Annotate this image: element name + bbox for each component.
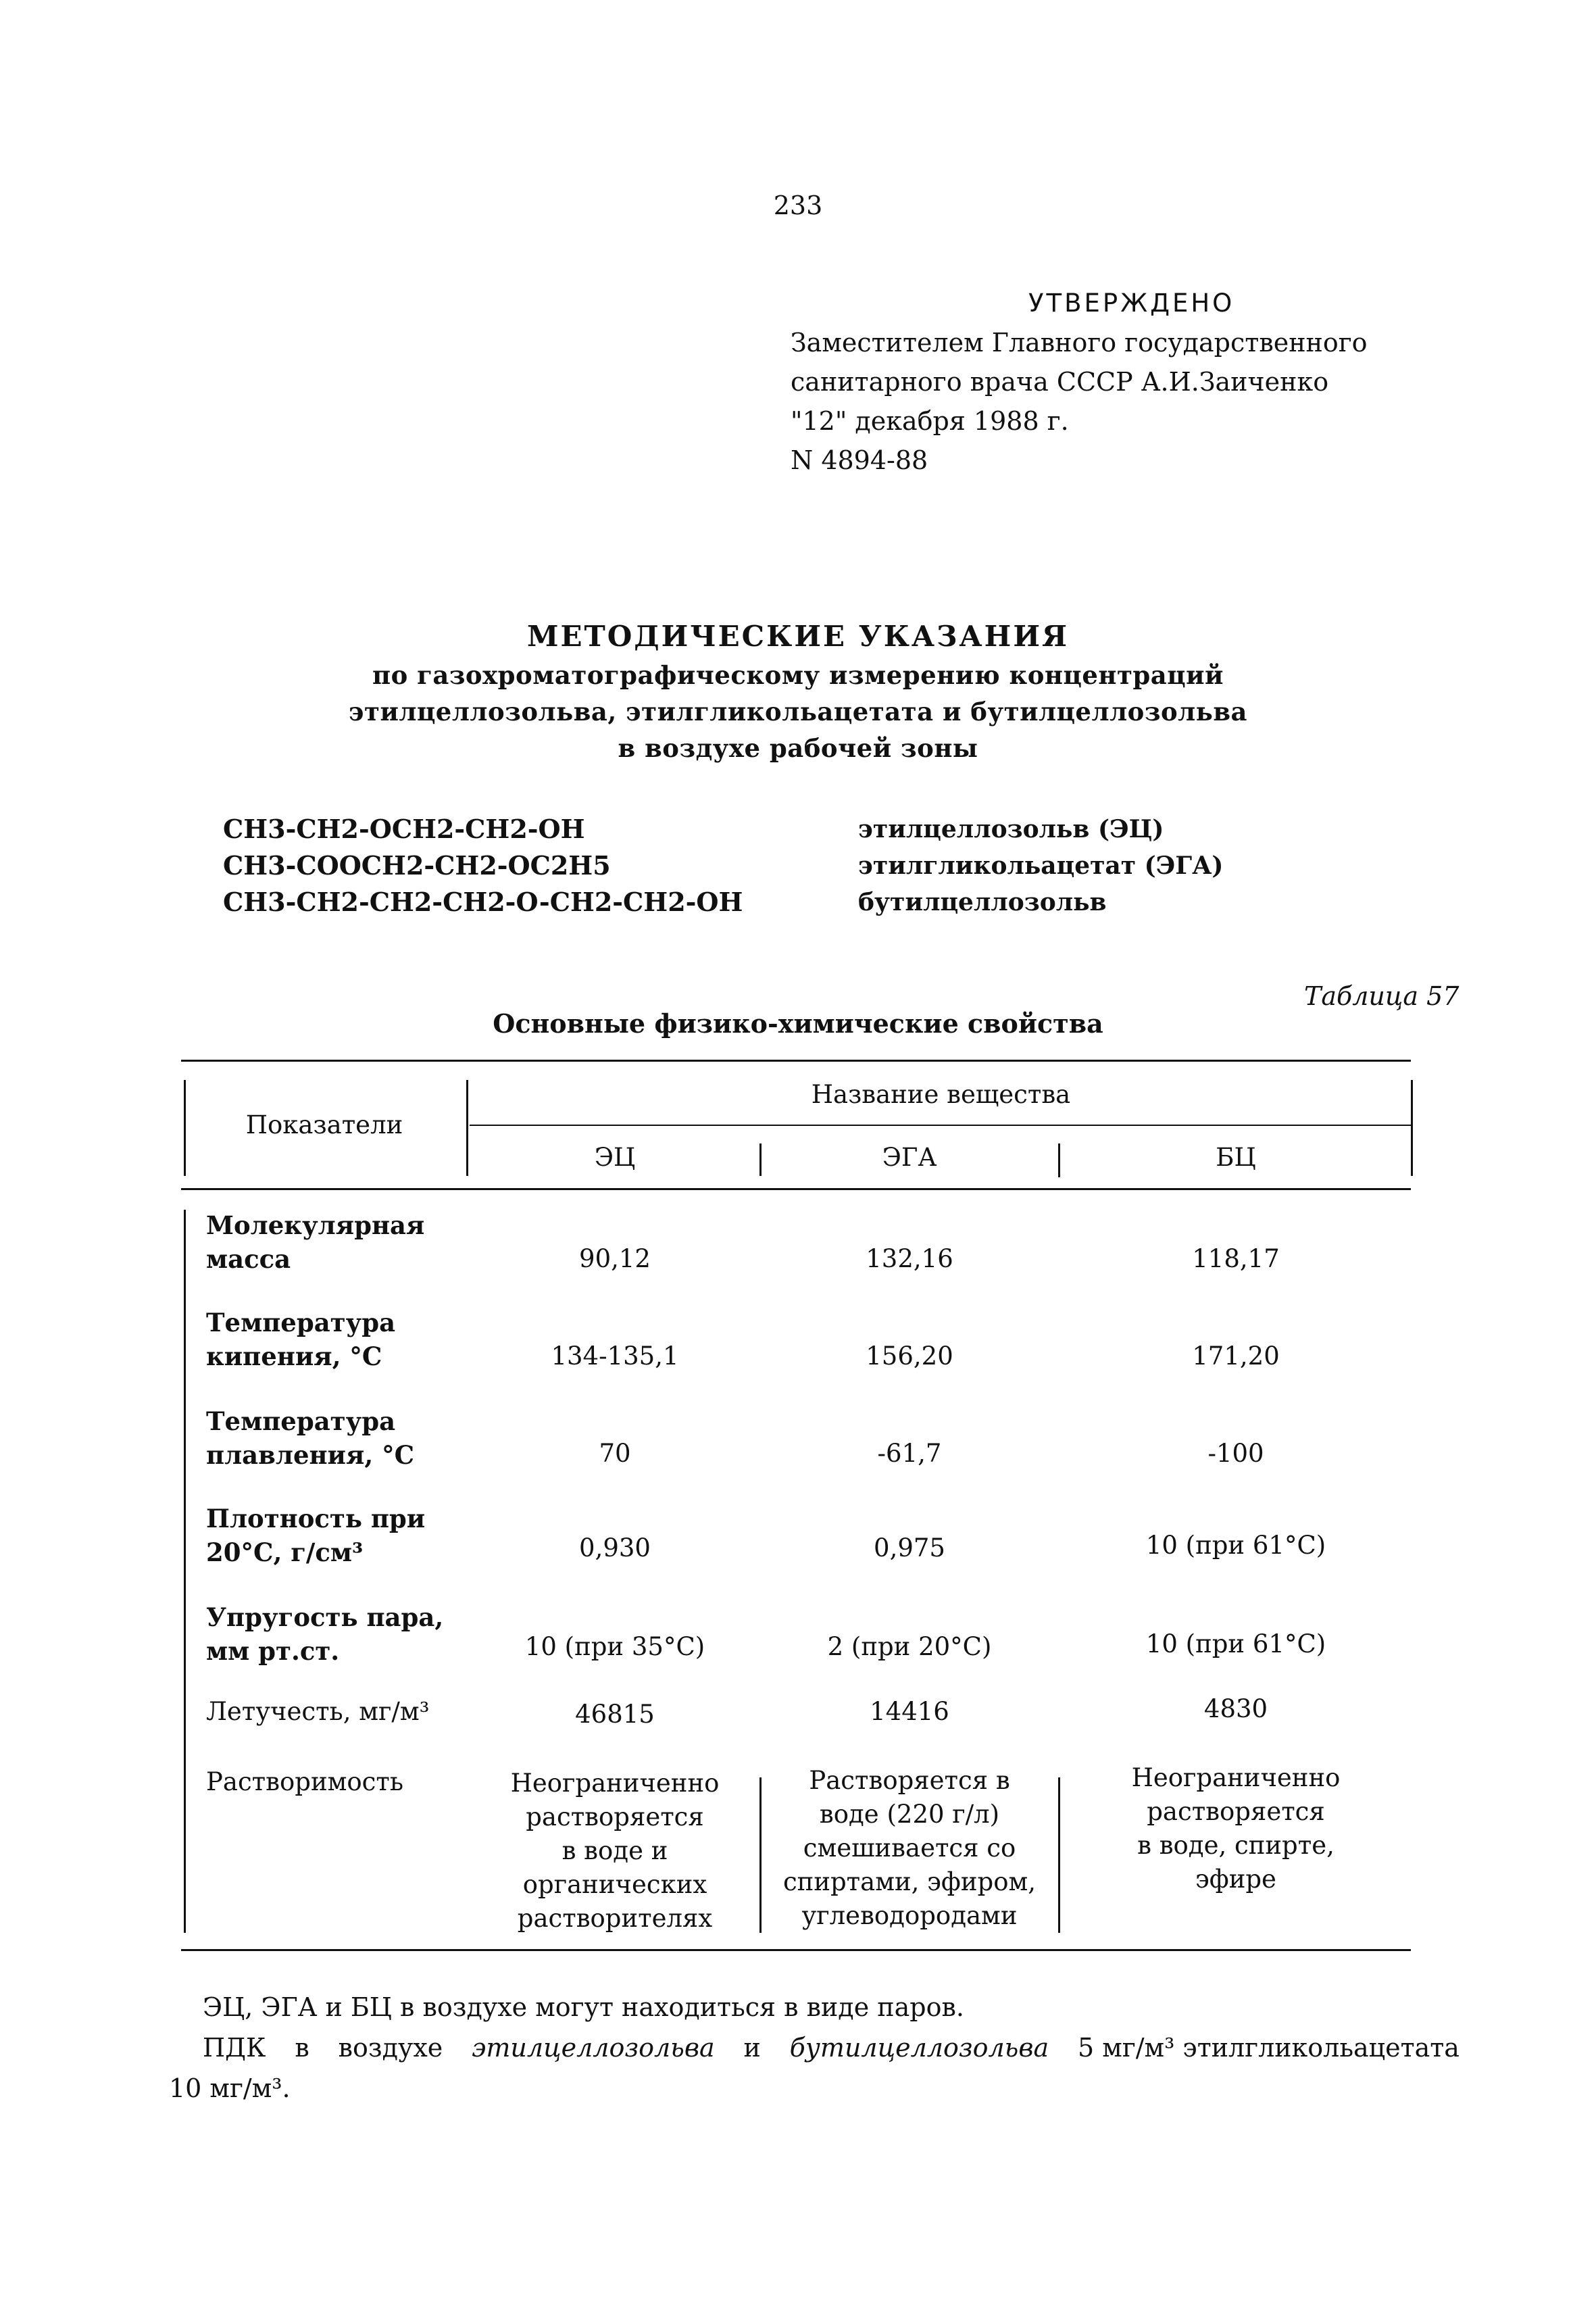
chemical-formulas bbox=[223, 811, 743, 920]
table-number: Таблица 57 bbox=[1304, 981, 1460, 1011]
approval-line-3: "12" декабря 1988 г. bbox=[791, 406, 1069, 436]
row-label-molecular-mass: Молекулярная масса bbox=[206, 1210, 425, 1274]
header-col-sep-2 bbox=[1058, 1143, 1060, 1177]
substance-name-3: бутилцеллозольв bbox=[858, 888, 1107, 916]
document-heading bbox=[0, 616, 1596, 766]
approval-title: УТВЕРЖДЕНО bbox=[1028, 289, 1235, 318]
note-mac-limits: ПДК в воздухе этилцеллозольва и бутилцеллозольва 5 мг/м³ этилгликольацетата bbox=[203, 2033, 1460, 2063]
cell-bc-volatility: 4830 bbox=[1203, 1694, 1268, 1723]
cell-ec-solubility: Неограниченно растворяется в воде и органических растворителях bbox=[510, 1769, 720, 1933]
cell-ega-volatility: 14416 bbox=[870, 1697, 949, 1726]
heading-title: МЕТОДИЧЕСКИЕ УКАЗАНИЯ bbox=[526, 620, 1070, 653]
heading-subtitle-3: в воздухе рабочей зоны bbox=[618, 733, 978, 763]
formula-ethylglycolacetate: CH3-COOCH2-CH2-OC2H5 bbox=[223, 850, 611, 881]
formula-ethylcellosolve: CH3-CH2-OCH2-CH2-OH bbox=[223, 814, 585, 844]
page-number: 233 bbox=[773, 191, 823, 220]
formula-butylcellosolve: CH3-CH2-CH2-CH2-O-CH2-CH2-OH bbox=[223, 887, 743, 917]
body-col-sep-2 bbox=[1058, 1777, 1060, 1933]
header-col-sep-1 bbox=[759, 1143, 762, 1176]
cell-ec-molecular-mass: 90,12 bbox=[579, 1244, 651, 1273]
approval-line-1: Заместителем Главного государственного bbox=[791, 328, 1368, 358]
cell-ec-boiling-point: 134-135,1 bbox=[551, 1341, 679, 1371]
cell-bc-boiling-point: 171,20 bbox=[1192, 1341, 1280, 1371]
cell-bc-molecular-mass: 118,17 bbox=[1192, 1244, 1280, 1273]
cell-ega-density: 0,975 bbox=[874, 1533, 945, 1562]
row-label-vapor-pressure: Упругость пара, мм рт.ст. bbox=[206, 1602, 444, 1666]
cell-bc-melting-point: -100 bbox=[1207, 1439, 1264, 1468]
header-group-rule bbox=[470, 1125, 1412, 1126]
substance-names bbox=[858, 811, 1223, 920]
header-indicator-rule bbox=[466, 1080, 468, 1176]
cell-ega-solubility: Растворяется в воде (220 г/л) смешивается со спиртами, эфиром, углеводородами bbox=[782, 1766, 1037, 1930]
substance-name-2: этилгликольацетат (ЭГА) bbox=[858, 852, 1224, 880]
body-left-rule bbox=[184, 1210, 186, 1933]
cell-ec-density: 0,930 bbox=[579, 1533, 651, 1562]
cell-ec-vapor-pressure: 10 (при 35°С) bbox=[524, 1632, 705, 1661]
header-indicators: Показатели bbox=[245, 1110, 403, 1139]
table-caption: Основные физико-химические свойства bbox=[493, 1008, 1103, 1039]
heading-subtitle-1: по газохроматографическому измерению концентраций bbox=[372, 660, 1224, 690]
cell-ega-boiling-point: 156,20 bbox=[866, 1341, 953, 1371]
column-header-ec: ЭЦ bbox=[594, 1143, 636, 1172]
notes bbox=[169, 1987, 1460, 2109]
table-top-rule bbox=[181, 1060, 1411, 1062]
header-bottom-rule bbox=[181, 1188, 1411, 1190]
cell-ec-volatility: 46815 bbox=[575, 1700, 655, 1729]
row-label-boiling-point: Температура кипения, °С bbox=[206, 1308, 396, 1371]
cell-ega-melting-point: -61,7 bbox=[877, 1439, 942, 1468]
column-header-bc: БЦ bbox=[1216, 1143, 1256, 1172]
header-substance-name: Название вещества bbox=[811, 1080, 1071, 1109]
cell-ega-molecular-mass: 132,16 bbox=[866, 1244, 953, 1273]
note-mac-continuation: 10 мг/м³. bbox=[169, 2073, 291, 2103]
cell-ega-vapor-pressure: 2 (при 20°С) bbox=[827, 1632, 992, 1661]
row-label-density: Плотность при 20°С, г/см³ bbox=[206, 1504, 426, 1567]
approval-line-2: санитарного врача СССР А.И.Заиченко bbox=[791, 367, 1329, 397]
body-col-sep-1 bbox=[759, 1777, 762, 1933]
substance-name-1: этилцеллозольв (ЭЦ) bbox=[858, 815, 1164, 843]
row-label-volatility: Летучесть, мг/м³ bbox=[206, 1697, 430, 1726]
header-left-rule bbox=[184, 1080, 186, 1176]
note-vapor-state: ЭЦ, ЭГА и БЦ в воздухе могут находиться в виде паров. bbox=[203, 1992, 964, 2022]
approval-block bbox=[791, 284, 1399, 480]
cell-bc-density: 10 (при 61°С) bbox=[1145, 1531, 1326, 1560]
cell-bc-vapor-pressure: 10 (при 61°С) bbox=[1145, 1629, 1326, 1658]
cell-bc-solubility: Неограниченно растворяется в воде, спирте, эфире bbox=[1131, 1763, 1341, 1894]
row-label-solubility: Растворимость bbox=[206, 1767, 403, 1796]
header-right-rule bbox=[1411, 1080, 1413, 1176]
table-bottom-rule bbox=[181, 1949, 1411, 1951]
column-header-ega: ЭГА bbox=[882, 1143, 937, 1172]
heading-subtitle-2: этилцеллозольва, этилгликольацетата и бутилцеллозольва bbox=[348, 697, 1248, 727]
cell-ec-melting-point: 70 bbox=[599, 1439, 631, 1468]
row-label-melting-point: Температура плавления, °С bbox=[206, 1406, 415, 1470]
approval-line-4: N 4894-88 bbox=[791, 445, 928, 475]
